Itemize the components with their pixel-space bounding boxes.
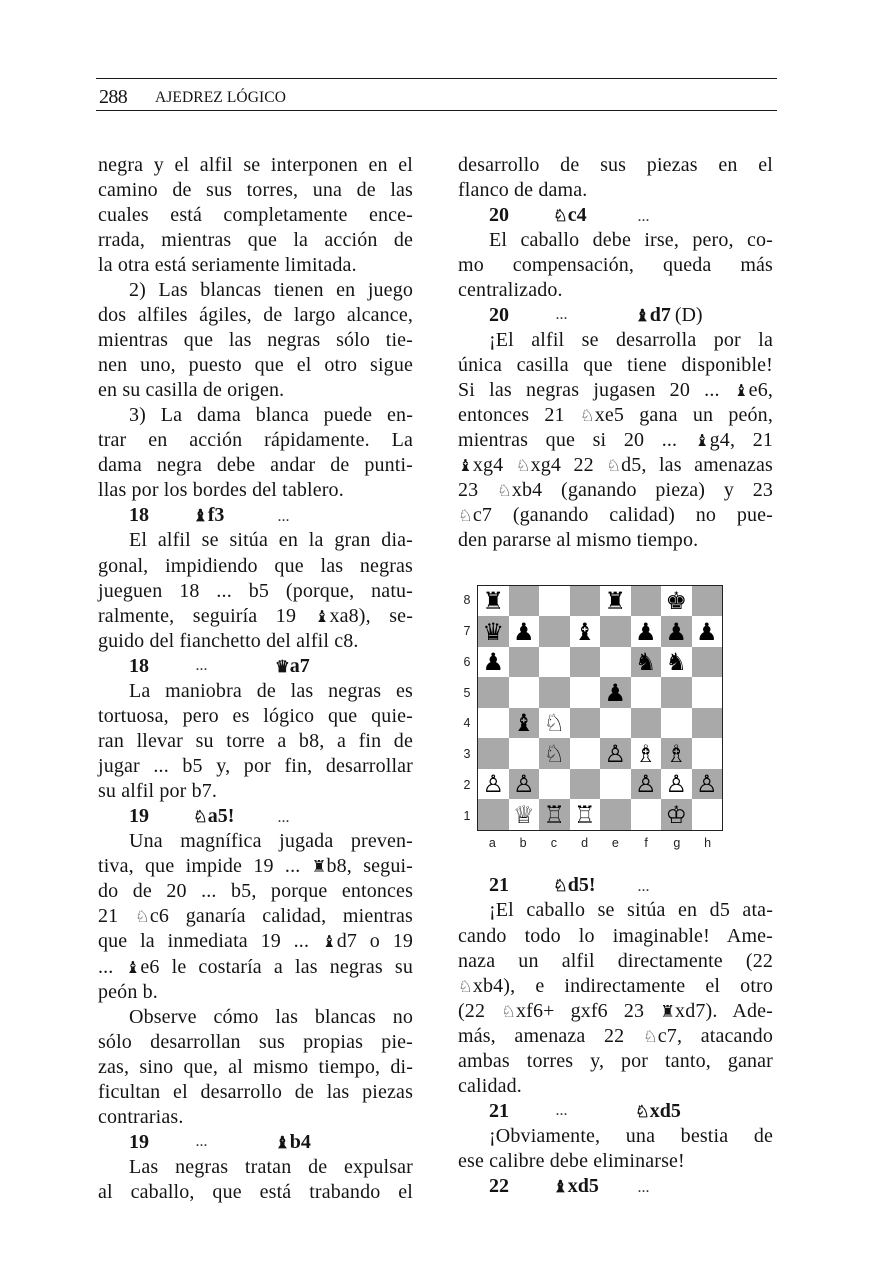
text-line: 21 ♘c6 ganaría calidad, mientras bbox=[98, 905, 413, 928]
white-pawn-icon: ♙ bbox=[665, 770, 687, 799]
black-move: ♛a7 bbox=[275, 654, 310, 677]
black-move: ♘xd5 bbox=[635, 1099, 681, 1122]
square-b3 bbox=[509, 738, 540, 769]
black-move-cell bbox=[275, 503, 290, 530]
square-f5 bbox=[631, 677, 662, 708]
text-line: desarrollo de sus piezas en el bbox=[458, 153, 773, 176]
square-d8 bbox=[570, 586, 601, 617]
square-e2 bbox=[600, 769, 631, 800]
text-line: Las negras tratan de expulsar bbox=[129, 1156, 413, 1178]
text-line: 23 ♘xb4 (ganando pieza) y 23 bbox=[458, 479, 773, 502]
white-pawn-icon: ♙ bbox=[634, 770, 657, 799]
square-g6 bbox=[661, 647, 692, 678]
white-pawn-icon: ♙ bbox=[604, 739, 626, 768]
square-f4 bbox=[631, 708, 662, 739]
square-c8 bbox=[539, 586, 570, 617]
black-knight-icon: ♞ bbox=[634, 648, 657, 677]
square-e3 bbox=[600, 738, 631, 769]
text-line: gonal, impidiendo que las negras bbox=[98, 554, 413, 577]
black-pawn-icon: ♟ bbox=[604, 678, 626, 707]
text-line: Observe cómo las blancas no bbox=[129, 1005, 413, 1028]
white-knight-icon: ♘ bbox=[543, 739, 565, 768]
right-column bbox=[458, 153, 773, 1200]
square-a6 bbox=[478, 647, 509, 678]
paragraph bbox=[98, 1155, 413, 1205]
text-line: mo compensación, queda más bbox=[458, 253, 773, 276]
file-label: h bbox=[704, 836, 712, 850]
text-line: centralizado. bbox=[458, 278, 563, 301]
paragraph bbox=[98, 829, 413, 1004]
text-line: peón b. bbox=[98, 980, 158, 1003]
black-move-cell bbox=[275, 804, 290, 831]
text-line: mientras que las negras sólo tie- bbox=[98, 328, 413, 351]
square-c3 bbox=[539, 738, 570, 769]
square-e7 bbox=[600, 616, 631, 647]
white-move: ♝f3 bbox=[193, 504, 225, 527]
black-move: ♝b4 bbox=[275, 1130, 311, 1153]
black-rook-icon: ♜ bbox=[604, 587, 626, 616]
file-label: f bbox=[644, 836, 648, 850]
rank-label: 5 bbox=[463, 685, 471, 700]
square-e8 bbox=[600, 586, 631, 617]
text-line: más, amenaza 22 ♘c7, atacando bbox=[458, 1024, 773, 1047]
text-line: El alfil se sitúa en la gran dia- bbox=[129, 529, 413, 552]
file-label: d bbox=[581, 836, 589, 850]
move-number: 19 bbox=[129, 1130, 149, 1153]
black-rook-icon: ♜ bbox=[482, 587, 504, 616]
paragraph bbox=[458, 898, 773, 1099]
black-move: ... bbox=[638, 880, 650, 895]
square-d1 bbox=[570, 799, 601, 830]
file-label: g bbox=[673, 836, 681, 850]
white-bishop-icon: ♗ bbox=[665, 739, 687, 768]
text-line: ambas torres y, por tanto, ganar bbox=[458, 1049, 773, 1072]
text-line: al caballo, que está trabando el bbox=[98, 1181, 413, 1204]
square-a7 bbox=[478, 616, 509, 647]
text-line: zas, sino que, al mismo tiempo, di- bbox=[98, 1055, 413, 1078]
move-number: 22 bbox=[489, 1175, 509, 1198]
black-bishop-icon: ♝ bbox=[573, 617, 596, 646]
square-h2 bbox=[692, 769, 723, 800]
text-line: naza un alfil directamente (22 bbox=[458, 949, 773, 972]
text-line: 3) La dama blanca puede en- bbox=[129, 404, 413, 427]
text-line: tiva, que impide 19 ... ♜b8, segui- bbox=[98, 855, 413, 878]
white-knight-icon: ♘ bbox=[543, 709, 565, 738]
text-line: ese calibre debe eliminarse! bbox=[458, 1150, 685, 1173]
rank-label: 2 bbox=[463, 777, 471, 792]
white-king-icon: ♔ bbox=[665, 800, 687, 829]
paragraph bbox=[98, 403, 413, 503]
move-number: 18 bbox=[129, 654, 149, 677]
square-d4 bbox=[570, 708, 601, 739]
text-line: jugar ... b5 y, por fin, desarrollar bbox=[98, 755, 413, 777]
rank-label: 4 bbox=[463, 716, 471, 731]
square-f2 bbox=[631, 769, 662, 800]
running-head-title: AJEDREZ LÓGICO bbox=[155, 89, 286, 106]
black-move-cell bbox=[635, 303, 703, 328]
text-line: ficultan el desarrollo de las piezas bbox=[98, 1080, 413, 1103]
square-d5 bbox=[570, 677, 601, 708]
square-e4 bbox=[600, 708, 631, 739]
text-line: contrarias. bbox=[98, 1105, 184, 1128]
square-g1 bbox=[661, 799, 692, 830]
move-line bbox=[458, 303, 773, 328]
square-h8 bbox=[692, 586, 723, 617]
left-column bbox=[98, 153, 413, 1206]
text-line: negra y el alfil se interponen en el bbox=[98, 153, 413, 176]
text-line: ran llevar su torre a b8, a fin de bbox=[98, 729, 413, 752]
text-line: Si las negras jugasen 20 ... ♝e6, bbox=[458, 379, 773, 402]
text-line: Una magnífica jugada preven- bbox=[129, 830, 413, 853]
text-line: mientras que si 20 ... ♝g4, 21 bbox=[458, 429, 773, 452]
black-move: ... bbox=[638, 209, 650, 224]
black-pawn-icon: ♟ bbox=[482, 648, 504, 677]
black-move-cell bbox=[635, 1099, 681, 1124]
square-c5 bbox=[539, 677, 570, 708]
square-g8 bbox=[661, 586, 692, 617]
black-move-cell bbox=[275, 654, 310, 679]
black-pawn-icon: ♟ bbox=[695, 617, 718, 646]
text-line: en su casilla de origen. bbox=[98, 379, 285, 402]
text-line: que la inmediata 19 ... ♝d7 o 19 bbox=[98, 930, 413, 953]
white-bishop-icon: ♗ bbox=[634, 739, 657, 768]
file-label: b bbox=[519, 836, 527, 850]
black-pawn-icon: ♟ bbox=[512, 617, 535, 646]
black-queen-icon: ♛ bbox=[482, 617, 504, 646]
text-line: dama negra debe andar de punti- bbox=[98, 454, 413, 477]
rank-label: 8 bbox=[463, 593, 471, 608]
text-line: flanco de dama. bbox=[458, 178, 588, 201]
square-b2 bbox=[509, 769, 540, 800]
square-d2 bbox=[570, 769, 601, 800]
text-line: cuales está completamente ence- bbox=[98, 203, 413, 226]
square-f3 bbox=[631, 738, 662, 769]
square-c4 bbox=[539, 708, 570, 739]
paragraph bbox=[98, 528, 413, 653]
text-line: den pararse al mismo tiempo. bbox=[458, 529, 699, 552]
square-b7 bbox=[509, 616, 540, 647]
header-top-rule bbox=[96, 78, 777, 79]
square-b4 bbox=[509, 708, 540, 739]
text-line: única casilla que tiene disponible! bbox=[458, 354, 773, 376]
text-line: la otra está seriamente limitada. bbox=[98, 253, 357, 276]
white-move: ♘d5! bbox=[553, 874, 596, 897]
black-move: ♝d7 bbox=[635, 303, 671, 326]
text-line: entonces 21 ♘xe5 gana un peón, bbox=[458, 404, 773, 427]
square-d3 bbox=[570, 738, 601, 769]
text-line: jueguen 18 ... b5 (porque, natu- bbox=[98, 579, 413, 602]
white-move: ... bbox=[556, 307, 568, 322]
page-number: 288 bbox=[99, 85, 128, 108]
text-line: camino de sus torres, una de las bbox=[98, 178, 413, 201]
black-pawn-icon: ♟ bbox=[634, 617, 657, 646]
text-line: ♝xg4 ♘xg4 22 ♘d5, las amenazas bbox=[458, 454, 773, 477]
header-bottom-rule bbox=[96, 110, 777, 111]
black-move: ... bbox=[278, 510, 290, 525]
text-line: La maniobra de las negras es bbox=[129, 679, 413, 702]
square-b1 bbox=[509, 799, 540, 830]
white-move: ... bbox=[196, 658, 208, 673]
white-queen-icon: ♕ bbox=[512, 800, 535, 829]
text-line: dos alfiles ágiles, de largo alcance, bbox=[98, 303, 413, 326]
move-line bbox=[98, 804, 413, 829]
chess-board bbox=[477, 585, 723, 831]
square-a2 bbox=[478, 769, 509, 800]
move-number: 19 bbox=[129, 805, 149, 828]
white-rook-icon: ♖ bbox=[573, 800, 596, 829]
white-move: ♝xd5 bbox=[553, 1175, 599, 1198]
white-pawn-icon: ♙ bbox=[695, 770, 718, 799]
square-c1 bbox=[539, 799, 570, 830]
square-e5 bbox=[600, 677, 631, 708]
square-a4 bbox=[478, 708, 509, 739]
move-line bbox=[458, 203, 773, 228]
text-line: ¡El caballo se sitúa en d5 ata- bbox=[489, 899, 773, 922]
file-label: c bbox=[550, 836, 558, 850]
square-a1 bbox=[478, 799, 509, 830]
square-d7 bbox=[570, 616, 601, 647]
square-h4 bbox=[692, 708, 723, 739]
black-pawn-icon: ♟ bbox=[665, 617, 687, 646]
move-line bbox=[458, 1174, 773, 1199]
square-f6 bbox=[631, 647, 662, 678]
white-move: ... bbox=[196, 1134, 208, 1149]
move-line bbox=[98, 503, 413, 528]
text-line: El caballo debe irse, pero, co- bbox=[489, 228, 773, 251]
file-label: a bbox=[488, 836, 496, 850]
rank-label: 6 bbox=[463, 654, 471, 669]
text-line: ... ♝e6 le costaría a las negras su bbox=[98, 955, 413, 978]
text-line: 2) Las blancas tienen en juego bbox=[129, 278, 413, 301]
black-king-icon: ♚ bbox=[665, 587, 687, 616]
black-bishop-icon: ♝ bbox=[512, 709, 535, 738]
text-line: tortuosa, pero es lógico que quie- bbox=[98, 704, 413, 727]
text-line: rrada, mientras que la acción de bbox=[98, 228, 413, 251]
text-line: sólo desarrollan sus propias pie- bbox=[98, 1030, 413, 1053]
chess-diagram bbox=[458, 554, 773, 874]
black-move-cell bbox=[635, 873, 650, 900]
paragraph bbox=[98, 278, 413, 403]
paragraph bbox=[458, 328, 773, 554]
text-line: llas por los bordes del tablero. bbox=[98, 479, 344, 502]
text-line: calidad. bbox=[458, 1074, 522, 1097]
square-e1 bbox=[600, 799, 631, 830]
white-move: ♘a5! bbox=[193, 805, 235, 828]
square-g3 bbox=[661, 738, 692, 769]
square-c2 bbox=[539, 769, 570, 800]
square-c6 bbox=[539, 647, 570, 678]
paragraph bbox=[98, 153, 413, 278]
square-h3 bbox=[692, 738, 723, 769]
move-number: 20 bbox=[489, 303, 509, 326]
move-line bbox=[98, 1130, 413, 1155]
paragraph bbox=[458, 228, 773, 303]
move-number: 18 bbox=[129, 504, 149, 527]
square-h5 bbox=[692, 677, 723, 708]
text-line: cando todo lo imaginable! Ame- bbox=[458, 924, 773, 947]
black-knight-icon: ♞ bbox=[665, 648, 687, 677]
text-line: ¡El alfil se desarrolla por la bbox=[489, 328, 773, 351]
move-number: 21 bbox=[489, 874, 509, 897]
move-line bbox=[98, 654, 413, 679]
move-line bbox=[458, 1099, 773, 1124]
text-line: nen uno, puesto que el otro sigue bbox=[98, 354, 413, 376]
square-g7 bbox=[661, 616, 692, 647]
square-f8 bbox=[631, 586, 662, 617]
square-b5 bbox=[509, 677, 540, 708]
text-line: do de 20 ... b5, porque entonces bbox=[98, 880, 413, 903]
text-line: ♘c7 (ganando calidad) no pue- bbox=[458, 504, 773, 527]
square-e6 bbox=[600, 647, 631, 678]
black-move: ... bbox=[278, 811, 290, 826]
text-line: trar en acción rápidamente. La bbox=[98, 429, 413, 452]
text-line: ♘xb4), e indirectamente el otro bbox=[458, 974, 773, 997]
paragraph bbox=[98, 679, 413, 804]
paragraph bbox=[98, 1005, 413, 1130]
move-line bbox=[458, 873, 773, 898]
text-line: guido del fianchetto del alfil c8. bbox=[98, 629, 359, 652]
black-move-cell bbox=[635, 1174, 650, 1201]
file-label: e bbox=[611, 836, 619, 850]
white-pawn-icon: ♙ bbox=[482, 770, 504, 799]
square-h7 bbox=[692, 616, 723, 647]
square-g4 bbox=[661, 708, 692, 739]
white-pawn-icon: ♙ bbox=[512, 770, 535, 799]
text-line: (22 ♘xf6+ gxf6 23 ♜xd7). Ade- bbox=[458, 999, 773, 1022]
white-move: ... bbox=[556, 1103, 568, 1118]
square-f1 bbox=[631, 799, 662, 830]
square-f7 bbox=[631, 616, 662, 647]
rank-label: 3 bbox=[463, 747, 471, 762]
text-line: ralmente, seguiría 19 ♝xa8), se- bbox=[98, 604, 413, 627]
square-b6 bbox=[509, 647, 540, 678]
diagram-reference: (D) bbox=[674, 303, 703, 326]
black-move: ... bbox=[638, 1181, 650, 1196]
move-number: 21 bbox=[489, 1099, 509, 1122]
square-a3 bbox=[478, 738, 509, 769]
paragraph bbox=[458, 1124, 773, 1174]
white-rook-icon: ♖ bbox=[543, 800, 565, 829]
white-move: ♘c4 bbox=[553, 203, 587, 226]
square-a8 bbox=[478, 586, 509, 617]
square-d6 bbox=[570, 647, 601, 678]
square-g5 bbox=[661, 677, 692, 708]
rank-label: 1 bbox=[463, 808, 471, 823]
square-b8 bbox=[509, 586, 540, 617]
rank-label: 7 bbox=[463, 624, 471, 639]
move-number: 20 bbox=[489, 203, 509, 226]
square-c7 bbox=[539, 616, 570, 647]
black-move-cell bbox=[635, 203, 650, 230]
paragraph bbox=[458, 153, 773, 203]
square-g2 bbox=[661, 769, 692, 800]
square-a5 bbox=[478, 677, 509, 708]
square-h6 bbox=[692, 647, 723, 678]
black-move-cell bbox=[275, 1130, 311, 1155]
text-line: su alfil por b7. bbox=[98, 780, 218, 803]
text-line: ¡Obviamente, una bestia de bbox=[489, 1125, 773, 1148]
square-h1 bbox=[692, 799, 723, 830]
